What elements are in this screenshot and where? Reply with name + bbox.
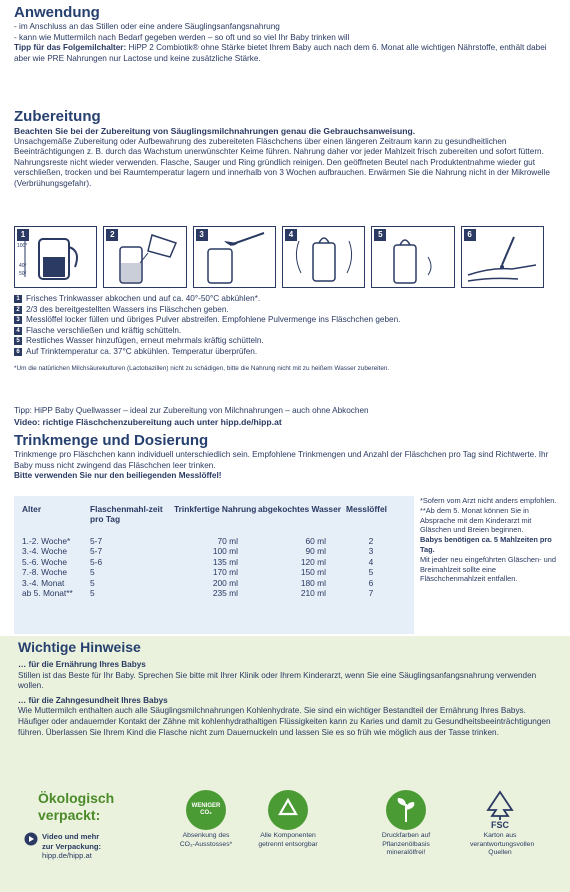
add-water-icon [372,227,454,287]
kettle-icon [15,227,97,287]
cell: 6 [368,577,374,588]
eco-title-line-1: Ökologisch [38,790,115,806]
cell: 135 ml [212,556,238,567]
cell: 200 ml [212,577,238,588]
temp-label-100: 100° [17,243,28,249]
fsc-badge [470,790,535,858]
step-number: 1 [17,229,29,241]
cell: 3 [368,546,374,557]
table-row [22,588,396,598]
co2-icon [186,790,226,830]
dosierung-title: Trinkmenge und Dosierung [14,432,209,449]
step-1-illustration [14,226,97,288]
dosierung-bold: Bitte verwenden Sie nur den beiliegenden Messlöffel! [14,471,222,481]
step-badge: 1 [14,295,22,303]
step-5-illustration [371,226,454,288]
dosierung-section [14,432,560,482]
table-header-row [22,504,396,524]
step-text: Flasche verschließen und kräftig schütteln. [26,325,182,335]
anwendung-line-2: - kann wie Muttermilch nach Bedarf gegeben werden – so oft und so viel Ihr Baby trinken will [14,32,350,42]
hinweise-text-2: Wie Muttermilch enthalten auch alle Säuglingsmilchnahrungen Kohlenhydrate. Sie sind ein wichtiger Bestandteil der Ernährung Ihres Babys. Häufiger oder andauernder Kontakt der Zähne mit kohlenhydrathaltigen Flüssigkeiten kann zu Karies und damit zu Gesundheitsbeeinträchtigungen führen. Überlassen Sie Ihrem Kind die Flasche nicht zum Dauernuckeln und lassen Sie es so früh wie möglich aus der Tasse trinken. [18,706,551,737]
hinweise-title: Wichtige Hinweise [18,639,141,655]
cell: 7 [368,588,374,599]
cell: 4 [368,556,374,567]
step-text: Auf Trinktemperatur ca. 37°C abkühlen. Temperatur überprüfen. [26,346,258,356]
step-row [14,294,560,305]
note-2: **Ab dem 5. Monat können Sie in Absprache mit dem Kinderarzt mit Gläschen und Breien beginnen. [420,505,532,535]
pour-water-icon [104,227,186,287]
anwendung-section [14,4,560,64]
video-line-2: zur Verpackung: [42,841,102,851]
video-play-icon [24,832,38,846]
hinweise-sub-2: … für die Zahngesundheit Ihres Babys [18,695,168,705]
step-footnote: *Um die natürlichen Milchsäurekulturen (Lactobazillen) nicht zu schädigen, bitte die Nahrung nicht mit zu heißem Wasser zubereiten. [14,364,390,372]
table-row [22,546,396,556]
cell: 235 ml [212,588,238,599]
cell: 5 [90,588,95,599]
note-3: Babys benötigen ca. 5 Mahlzeiten pro Tag. [420,535,552,554]
step-3-illustration [193,226,276,288]
step-number: 3 [196,229,208,241]
cell: 90 ml [305,546,326,557]
cell: 150 ml [300,567,326,578]
tip-text: HiPP 2 Combiotik® ohne Stärke bietet Ihrem Baby auch nach dem 6. Monat alle wichtigen Nährstoffe, enthält dabei aber wie PRE Nahrungen nur Lactose und keine zusätzliche Stärke. [14,43,547,63]
fsc-label: FSC [491,820,509,830]
cell: 5 [90,567,95,578]
temp-label-40: 40° [19,263,27,269]
cell: 210 ml [300,588,326,599]
step-row [14,347,560,358]
table-row [22,567,396,577]
step-badge: 2 [14,306,22,314]
table-row [22,557,396,567]
zubereitung-title: Zubereitung [14,108,101,125]
cell: 5-7 [90,536,103,546]
step-row [14,336,560,347]
step-2-illustration [103,226,186,288]
cell: 5-7 [90,546,103,557]
cell: ab 5. Monat** [22,588,73,599]
tipp-block [14,406,560,427]
anwendung-tip [14,43,560,64]
video-info [24,832,101,861]
col-header: Flaschenmahl-zeit pro Tag [90,504,163,524]
shake-bottle-icon [283,227,365,287]
step-row [14,315,560,326]
table-row [22,578,396,588]
step-number: 4 [285,229,297,241]
step-text: 2/3 des bereitgestellten Wassers ins Fläschchen geben. [26,304,229,314]
step-number: 6 [464,229,476,241]
co2-reduction-badge [176,790,236,849]
fsc-caption: Karton aus verantwortungsvollen Quellen [470,832,535,857]
cell: 1.-2. Woche* [22,536,71,546]
video-line: Video: richtige Fläschchenzubereitung auch unter hipp.de/hipp.at [14,416,282,427]
step-badge: 4 [14,327,22,335]
recycle-icon [268,790,308,830]
plant-icon [386,790,426,830]
step-text: Frisches Trinkwasser abkochen und auf ca. 40°-50°C abkühlen*. [26,294,261,303]
step-text: Messlöffel locker füllen und übriges Pulver abstreifen. Empfohlene Pulvermenge ins Fläschchen geben. [26,315,401,325]
eco-title [38,790,114,824]
step-row [14,305,560,316]
cell: 5 [368,567,374,578]
cell: 5.-6. Woche [22,556,67,567]
cell: 7.-8. Woche [22,567,67,578]
video-info-text [42,832,101,861]
co2-caption: Absenkung des CO₂-Ausstosses* [179,832,233,848]
step-6-illustration [461,226,544,288]
tip-label: Tipp für das Folgemilchalter: [14,43,127,53]
cell: 60 ml [305,536,326,546]
recycle-caption: Alle Komponenten getrennt entsorgbar [258,832,318,848]
eco-title-line-2: verpackt: [38,807,101,823]
col-header: Alter [22,504,42,514]
step-number: 2 [106,229,118,241]
cell: 5-6 [90,556,103,567]
step-badge: 5 [14,337,22,345]
cell: 3.-4. Monat [22,577,65,588]
preparation-step-illustrations [14,226,544,292]
col-header: Messlöffel [346,504,387,514]
fsc-tree-icon [480,790,520,820]
anwendung-title: Anwendung [14,4,100,21]
preparation-steps-list [14,294,560,374]
zubereitung-body: Unsachgemäße Zubereitung oder Aufbewahrung des zubereiteten Fläschchens über einen längeren Zeitraum kann zu gesundheitlichen Beeinträchtigungen z. B. durch das Wachstum unerwünschter Keime führen. Nahrung daher vor jeder Mahlzeit frisch zubereiten und sofort füttern. Nahrungsreste nicht wieder verwenden. Flasche, Sauger und Ring gründlich reinigen. Den geöffneten Beutel nach Produktentnahme wieder gut verschließen, trocken und bei Raumtemperatur lagern und innerhalb von 3 Wochen aufbrauchen. Erwärmen Sie die Nahrung nicht in der Mikrowelle (Verbrühungsgefahr). [14,136,550,188]
cell: 100 ml [212,546,238,557]
video-line-3: hipp.de/hipp.at [42,851,92,861]
cell: 70 ml [217,536,238,546]
hinweise-sub-1: … für die Ernährung Ihres Babys [18,660,146,669]
plant-caption: Druckfarben auf Pflanzenölbasis mineralölfrei! [381,832,431,857]
zubereitung-intro: Beachten Sie bei der Zubereitung von Säuglingsmilchnahrungen genau die Gebrauchsanweisung. [14,126,416,136]
anwendung-line-1: - im Anschluss an das Stillen oder eine andere Säuglingsanfangsnahrung [14,22,280,31]
dosage-notes [420,496,560,584]
step-badge: 6 [14,348,22,356]
cell: 2 [368,536,374,546]
cell: 170 ml [212,567,238,578]
step-row [14,326,560,337]
note-1: *Sofern vom Arzt nicht anders empfohlen. [420,496,557,505]
tipp-line: Tipp: HiPP Baby Quellwasser – ideal zur Zubereitung von Milchnahrungen – auch ohne Abkochen [14,406,369,415]
cell: 180 ml [300,577,326,588]
dosage-table-grid [22,504,396,598]
note-4: Mit jeder neu eingeführten Gläschen- und Breimahlzeit sollte eine Fläschchenmahlzeit entfallen. [420,554,556,584]
co2-badge-text: WENIGER CO₂ [191,803,221,816]
temp-label-50: 50° [19,271,27,277]
dosierung-body: Trinkmenge pro Fläschchen kann individuell unterschiedlich sein. Empfohlene Trinkmengen und Anzahl der Fläschchen pro Tag sind Richtwerte. Ihr Baby muss nicht zwingend das Fläschchen leer trinken. [14,450,549,470]
video-line-1: Video und mehr [42,832,100,841]
step-number: 5 [374,229,386,241]
step-4-illustration [282,226,365,288]
step-text: Restliches Wasser hinzufügen, erneut mehrmals kräftig schütteln. [26,336,264,346]
col-header: abgekochtes Wasser [258,504,342,514]
hinweise-text [18,660,558,738]
test-temperature-icon [462,227,544,287]
recycle-badge [258,790,318,849]
measuring-spoon-icon [194,227,276,287]
cell: 3.-4. Woche [22,546,67,557]
dosage-table [14,496,414,634]
eco-section [0,788,570,892]
cell: 5 [90,577,95,588]
step-badge: 3 [14,316,22,324]
hinweise-text-1: Stillen ist das Beste für Ihr Baby. Sprechen Sie bitte mit Ihrer Klinik oder Ihrem Kinderarzt, wenn Sie eine Säuglingsanfangsnahrung verwenden wollen. [18,670,537,691]
col-header: Trinkfertige Nahrung [174,504,257,514]
zubereitung-section [14,108,560,190]
table-row [22,536,396,546]
cell: 120 ml [300,556,326,567]
plant-ink-badge [376,790,436,858]
